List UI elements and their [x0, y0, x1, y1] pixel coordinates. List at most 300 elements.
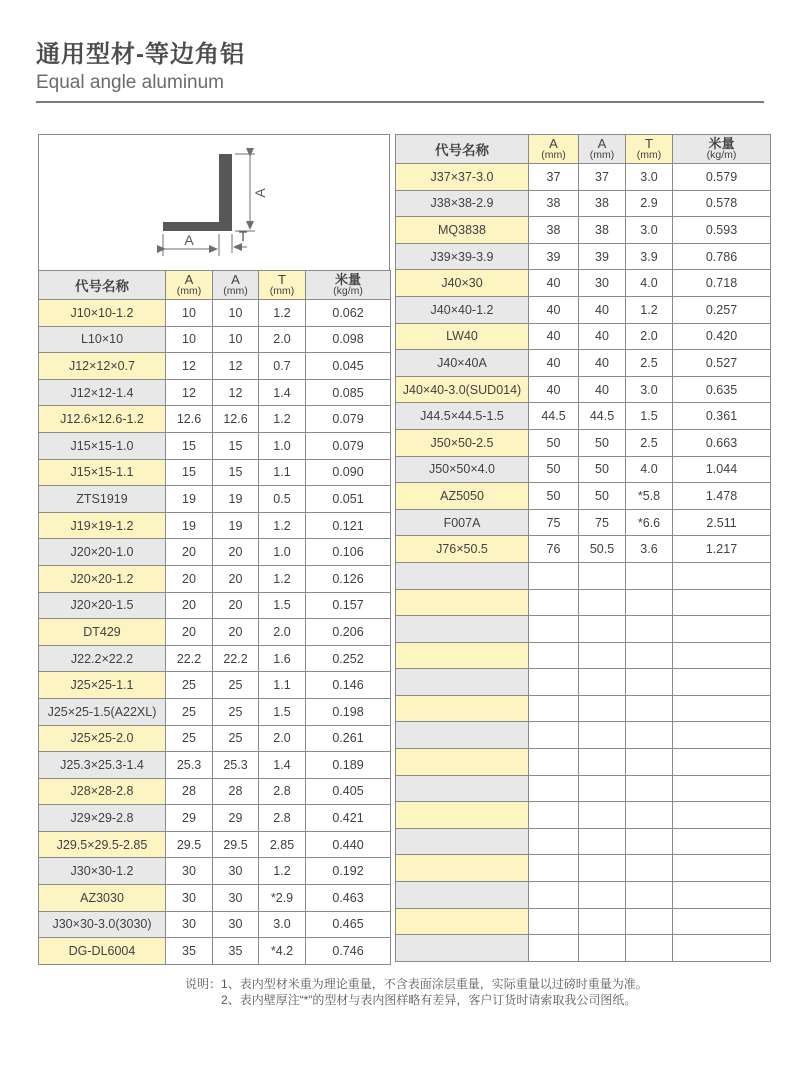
value-cell — [579, 882, 626, 909]
profile-code-cell: J30×30-1.2 — [39, 858, 166, 885]
table-row — [39, 353, 391, 380]
table-row — [39, 300, 391, 327]
value-cell — [529, 882, 579, 909]
value-cell: 1.4 — [259, 379, 306, 406]
value-cell: 0.157 — [306, 592, 391, 619]
value-cell: 15 — [166, 432, 213, 459]
table-row — [396, 642, 771, 669]
table-header-row — [396, 135, 771, 164]
value-cell — [626, 616, 673, 643]
header-a2-letter: A — [597, 135, 607, 151]
table-row — [39, 885, 391, 912]
profile-code-cell — [396, 775, 529, 802]
value-cell — [529, 908, 579, 935]
value-cell: *2.9 — [259, 885, 306, 912]
table-row — [396, 509, 771, 536]
value-cell: 0.079 — [306, 406, 391, 433]
profile-code-cell: J40×40-1.2 — [396, 296, 529, 323]
profile-code-cell: J12×12-1.4 — [39, 379, 166, 406]
table-row — [39, 512, 391, 539]
value-cell: 29.5 — [213, 831, 259, 858]
profile-code-cell: J50×50×4.0 — [396, 456, 529, 483]
value-cell: 0.465 — [306, 911, 391, 938]
value-cell: 0.7 — [259, 353, 306, 380]
value-cell: 50 — [529, 456, 579, 483]
table-row — [396, 855, 771, 882]
value-cell: 38 — [579, 190, 626, 217]
header-weight — [673, 135, 771, 164]
profile-code-cell: J29.5×29.5-2.85 — [39, 831, 166, 858]
value-cell — [626, 669, 673, 696]
table-row — [39, 406, 391, 433]
value-cell: 19 — [166, 512, 213, 539]
profile-code-cell: J38×38-2.9 — [396, 190, 529, 217]
value-cell: 0.098 — [306, 326, 391, 353]
table-row — [396, 217, 771, 244]
value-cell: 0.189 — [306, 752, 391, 779]
table-row — [39, 831, 391, 858]
tables-area — [38, 134, 800, 965]
table-row — [396, 882, 771, 909]
value-cell: 0.261 — [306, 725, 391, 752]
angle-profile-drawing — [39, 135, 389, 270]
value-cell — [673, 722, 771, 749]
value-cell — [673, 589, 771, 616]
header-a1-letter: A — [184, 271, 194, 287]
value-cell — [626, 802, 673, 829]
value-cell: 2.8 — [259, 805, 306, 832]
value-cell — [529, 855, 579, 882]
profile-code-cell — [396, 589, 529, 616]
header-weight-unit: (kg/m) — [706, 149, 737, 162]
value-cell: 25 — [213, 698, 259, 725]
value-cell: 37 — [579, 164, 626, 191]
value-cell: 1.217 — [673, 536, 771, 563]
value-cell: 1.2 — [626, 296, 673, 323]
value-cell — [626, 562, 673, 589]
table-row — [396, 722, 771, 749]
value-cell: 38 — [529, 217, 579, 244]
table-row — [39, 645, 391, 672]
value-cell: 40 — [529, 323, 579, 350]
value-cell — [626, 855, 673, 882]
profile-code-cell — [396, 802, 529, 829]
header-weight-unit: (kg/m) — [333, 285, 363, 298]
value-cell: 2.0 — [259, 619, 306, 646]
table-row — [396, 589, 771, 616]
value-cell: 40 — [579, 323, 626, 350]
header-t-unit: (mm) — [636, 149, 662, 162]
left-column — [38, 134, 390, 965]
value-cell — [626, 749, 673, 776]
profile-code-cell: J15×15-1.1 — [39, 459, 166, 486]
l-shape — [163, 154, 232, 231]
angle-profile-diagram — [38, 134, 390, 271]
value-cell: 12.6 — [213, 406, 259, 433]
value-cell: 1.2 — [259, 512, 306, 539]
value-cell — [673, 775, 771, 802]
profile-code-cell: J22.2×22.2 — [39, 645, 166, 672]
profile-code-cell: DT429 — [39, 619, 166, 646]
profile-code-cell: DG-DL6004 — [39, 938, 166, 965]
value-cell: *5.8 — [626, 483, 673, 510]
value-cell — [673, 562, 771, 589]
value-cell: 0.192 — [306, 858, 391, 885]
value-cell: 75 — [579, 509, 626, 536]
table-row — [396, 376, 771, 403]
value-cell — [673, 669, 771, 696]
dim-label-t: T — [238, 228, 248, 244]
value-cell: 3.0 — [626, 164, 673, 191]
value-cell: 25 — [213, 672, 259, 699]
profile-code-cell: J12×12×0.7 — [39, 353, 166, 380]
value-cell: 2.5 — [626, 429, 673, 456]
value-cell: 40 — [579, 376, 626, 403]
value-cell — [673, 695, 771, 722]
table-row — [396, 243, 771, 270]
value-cell — [529, 669, 579, 696]
profile-code-cell: J37×37-3.0 — [396, 164, 529, 191]
value-cell: 1.1 — [259, 672, 306, 699]
table-row — [396, 164, 771, 191]
table-row — [396, 536, 771, 563]
value-cell: 39 — [579, 243, 626, 270]
value-cell: 3.6 — [626, 536, 673, 563]
value-cell: 0.121 — [306, 512, 391, 539]
value-cell: 10 — [213, 300, 259, 327]
table-row — [39, 725, 391, 752]
value-cell — [673, 908, 771, 935]
header-a2-unit: (mm) — [223, 285, 248, 298]
value-cell: 10 — [166, 326, 213, 353]
table-row — [396, 350, 771, 377]
page-title: 通用型材-等边角铝 — [36, 41, 245, 68]
value-cell: 20 — [213, 565, 259, 592]
right-column — [395, 134, 770, 962]
profile-code-cell: J20×20-1.5 — [39, 592, 166, 619]
note-line-1: 1、表内型材米重为理论重量，不含表面涂层重量，实际重量以过磅时重量为准。 — [221, 976, 648, 991]
header-a1-unit: (mm) — [541, 149, 566, 162]
value-cell: 1.2 — [259, 565, 306, 592]
value-cell — [579, 802, 626, 829]
value-cell — [626, 722, 673, 749]
value-cell: 25 — [166, 725, 213, 752]
header-t-letter: T — [645, 135, 653, 151]
table-row — [39, 459, 391, 486]
profile-code-cell: J44.5×44.5-1.5 — [396, 403, 529, 430]
value-cell — [579, 695, 626, 722]
value-cell: 40 — [529, 376, 579, 403]
value-cell: 20 — [166, 619, 213, 646]
value-cell: 75 — [529, 509, 579, 536]
value-cell: 2.8 — [259, 778, 306, 805]
value-cell: 50 — [579, 456, 626, 483]
value-cell: 0.746 — [306, 938, 391, 965]
value-cell: 0.257 — [673, 296, 771, 323]
value-cell — [529, 562, 579, 589]
profile-code-cell: J15×15-1.0 — [39, 432, 166, 459]
value-cell — [626, 882, 673, 909]
value-cell: 20 — [166, 539, 213, 566]
header-a1 — [529, 135, 579, 164]
value-cell: 50.5 — [579, 536, 626, 563]
value-cell: 29 — [213, 805, 259, 832]
value-cell: 22.2 — [213, 645, 259, 672]
left-spec-table — [38, 270, 391, 965]
value-cell — [626, 642, 673, 669]
table-row — [39, 486, 391, 513]
value-cell: 4.0 — [626, 456, 673, 483]
value-cell: 2.0 — [259, 326, 306, 353]
value-cell: 30 — [166, 858, 213, 885]
table-row — [396, 775, 771, 802]
table-row — [396, 403, 771, 430]
value-cell: 1.044 — [673, 456, 771, 483]
page-header — [0, 0, 800, 103]
profile-code-cell: J25×25-1.5(A22XL) — [39, 698, 166, 725]
value-cell: 1.2 — [259, 858, 306, 885]
value-cell: 15 — [213, 432, 259, 459]
value-cell: 50 — [529, 483, 579, 510]
table-row — [39, 326, 391, 353]
value-cell: 50 — [529, 429, 579, 456]
profile-code-cell: J39×39-3.9 — [396, 243, 529, 270]
value-cell: 0.527 — [673, 350, 771, 377]
value-cell: 1.2 — [259, 300, 306, 327]
table-row — [39, 698, 391, 725]
profile-code-cell: ZTS1919 — [39, 486, 166, 513]
value-cell: 1.2 — [259, 406, 306, 433]
value-cell: 50 — [579, 429, 626, 456]
value-cell: 1.0 — [259, 539, 306, 566]
value-cell: 35 — [213, 938, 259, 965]
notes-lines — [221, 976, 648, 1008]
value-cell — [579, 562, 626, 589]
table-row — [39, 911, 391, 938]
profile-code-cell: J50×50-2.5 — [396, 429, 529, 456]
value-cell: 10 — [213, 326, 259, 353]
value-cell: 0.635 — [673, 376, 771, 403]
value-cell: 1.5 — [259, 592, 306, 619]
value-cell — [529, 589, 579, 616]
value-cell: 0.421 — [306, 805, 391, 832]
value-cell — [529, 828, 579, 855]
value-cell: 35 — [166, 938, 213, 965]
profile-code-cell: J40×40-3.0(SUD014) — [396, 376, 529, 403]
table-row — [396, 802, 771, 829]
value-cell — [673, 882, 771, 909]
profile-code-cell: J25×25-2.0 — [39, 725, 166, 752]
value-cell — [626, 589, 673, 616]
table-row — [396, 828, 771, 855]
value-cell: 2.9 — [626, 190, 673, 217]
header-t-unit: (mm) — [269, 285, 295, 298]
value-cell — [579, 749, 626, 776]
value-cell: 22.2 — [166, 645, 213, 672]
right-spec-table — [395, 134, 771, 962]
header-a2-unit: (mm) — [589, 149, 615, 162]
value-cell: 0.463 — [306, 885, 391, 912]
value-cell: 0.079 — [306, 432, 391, 459]
value-cell — [579, 616, 626, 643]
value-cell: 10 — [166, 300, 213, 327]
profile-code-cell: J10×10-1.2 — [39, 300, 166, 327]
value-cell: 0.786 — [673, 243, 771, 270]
header-weight — [306, 271, 391, 300]
value-cell: 1.5 — [259, 698, 306, 725]
value-cell: 0.440 — [306, 831, 391, 858]
value-cell: 29 — [166, 805, 213, 832]
value-cell: 20 — [213, 619, 259, 646]
value-cell: 0.578 — [673, 190, 771, 217]
table-row — [396, 190, 771, 217]
value-cell: 28 — [213, 778, 259, 805]
value-cell — [529, 749, 579, 776]
value-cell: *6.6 — [626, 509, 673, 536]
value-cell: 28 — [166, 778, 213, 805]
value-cell — [626, 695, 673, 722]
profile-code-cell: AZ5050 — [396, 483, 529, 510]
table-row — [396, 935, 771, 962]
value-cell: 0.045 — [306, 353, 391, 380]
header-weight-label: 米量 — [334, 271, 361, 287]
profile-code-cell — [396, 562, 529, 589]
profile-code-cell: J20×20-1.2 — [39, 565, 166, 592]
profile-code-cell: J40×40A — [396, 350, 529, 377]
profile-code-cell — [396, 908, 529, 935]
value-cell — [673, 855, 771, 882]
profile-code-cell: J28×28-2.8 — [39, 778, 166, 805]
value-cell: 0.405 — [306, 778, 391, 805]
profile-code-cell — [396, 695, 529, 722]
profile-code-cell: MQ3838 — [396, 217, 529, 244]
value-cell: 25.3 — [213, 752, 259, 779]
value-cell: 2.0 — [626, 323, 673, 350]
value-cell: 1.5 — [626, 403, 673, 430]
dim-label-a-vertical: A — [252, 188, 268, 198]
value-cell: 0.126 — [306, 565, 391, 592]
value-cell: 15 — [213, 459, 259, 486]
table-row — [39, 672, 391, 699]
value-cell — [673, 802, 771, 829]
value-cell — [579, 722, 626, 749]
value-cell: 0.051 — [306, 486, 391, 513]
value-cell: 0.085 — [306, 379, 391, 406]
value-cell: 40 — [579, 350, 626, 377]
value-cell: 4.0 — [626, 270, 673, 297]
table-row — [39, 539, 391, 566]
value-cell: 2.5 — [626, 350, 673, 377]
value-cell: 37 — [529, 164, 579, 191]
value-cell: 76 — [529, 536, 579, 563]
value-cell: 0.198 — [306, 698, 391, 725]
value-cell: 0.062 — [306, 300, 391, 327]
value-cell: 20 — [213, 592, 259, 619]
value-cell: 20 — [213, 539, 259, 566]
value-cell: 40 — [579, 296, 626, 323]
profile-code-cell: J76×50.5 — [396, 536, 529, 563]
profile-code-cell — [396, 642, 529, 669]
value-cell: 0.579 — [673, 164, 771, 191]
table-row — [39, 752, 391, 779]
value-cell: 1.1 — [259, 459, 306, 486]
profile-code-cell — [396, 616, 529, 643]
profile-code-cell — [396, 749, 529, 776]
value-cell: 1.4 — [259, 752, 306, 779]
value-cell — [579, 589, 626, 616]
profile-code-cell — [396, 935, 529, 962]
value-cell: 3.9 — [626, 243, 673, 270]
dim-label-a-horizontal: A — [184, 232, 194, 248]
value-cell: 2.85 — [259, 831, 306, 858]
value-cell: 25 — [166, 672, 213, 699]
table-row — [396, 695, 771, 722]
value-cell: 12 — [166, 379, 213, 406]
header-code-name: 代号名称 — [396, 135, 529, 164]
note-line-2: 2、表内壁厚注“*”的型材与表内图样略有差异，客户订货时请索取我公司图纸。 — [221, 993, 637, 1008]
value-cell: 30 — [166, 885, 213, 912]
header-t-letter: T — [278, 271, 286, 287]
table-row — [396, 270, 771, 297]
value-cell: 0.146 — [306, 672, 391, 699]
value-cell — [579, 908, 626, 935]
value-cell: 0.206 — [306, 619, 391, 646]
value-cell: 0.090 — [306, 459, 391, 486]
header-a2 — [213, 271, 259, 300]
value-cell: 3.0 — [259, 911, 306, 938]
header-a2 — [579, 135, 626, 164]
value-cell: 19 — [213, 486, 259, 513]
value-cell: 29.5 — [166, 831, 213, 858]
value-cell: 12 — [213, 353, 259, 380]
value-cell: 30 — [213, 885, 259, 912]
header-a1-unit: (mm) — [176, 285, 202, 298]
value-cell — [579, 669, 626, 696]
value-cell: 1.0 — [259, 432, 306, 459]
table-row — [39, 858, 391, 885]
value-cell: 3.0 — [626, 376, 673, 403]
value-cell — [529, 642, 579, 669]
title-divider — [36, 101, 764, 103]
table-header-row — [39, 271, 391, 300]
value-cell: 1.478 — [673, 483, 771, 510]
value-cell — [579, 828, 626, 855]
value-cell: 0.5 — [259, 486, 306, 513]
table-row — [39, 565, 391, 592]
value-cell: 0.361 — [673, 403, 771, 430]
profile-code-cell: J12.6×12.6-1.2 — [39, 406, 166, 433]
table-row — [39, 938, 391, 965]
profile-code-cell: L10×10 — [39, 326, 166, 353]
profile-code-cell: J29×29-2.8 — [39, 805, 166, 832]
page-subtitle: Equal angle aluminum — [36, 72, 225, 93]
value-cell — [673, 935, 771, 962]
header-code-name: 代号名称 — [39, 271, 166, 300]
value-cell: 25 — [213, 725, 259, 752]
value-cell: 30 — [213, 858, 259, 885]
value-cell: 12 — [166, 353, 213, 380]
value-cell: 2.0 — [259, 725, 306, 752]
value-cell: 3.0 — [626, 217, 673, 244]
value-cell — [529, 722, 579, 749]
value-cell — [626, 908, 673, 935]
table-row — [396, 296, 771, 323]
value-cell: 44.5 — [529, 403, 579, 430]
value-cell — [579, 775, 626, 802]
value-cell: 0.420 — [673, 323, 771, 350]
value-cell — [579, 855, 626, 882]
value-cell: 20 — [166, 592, 213, 619]
